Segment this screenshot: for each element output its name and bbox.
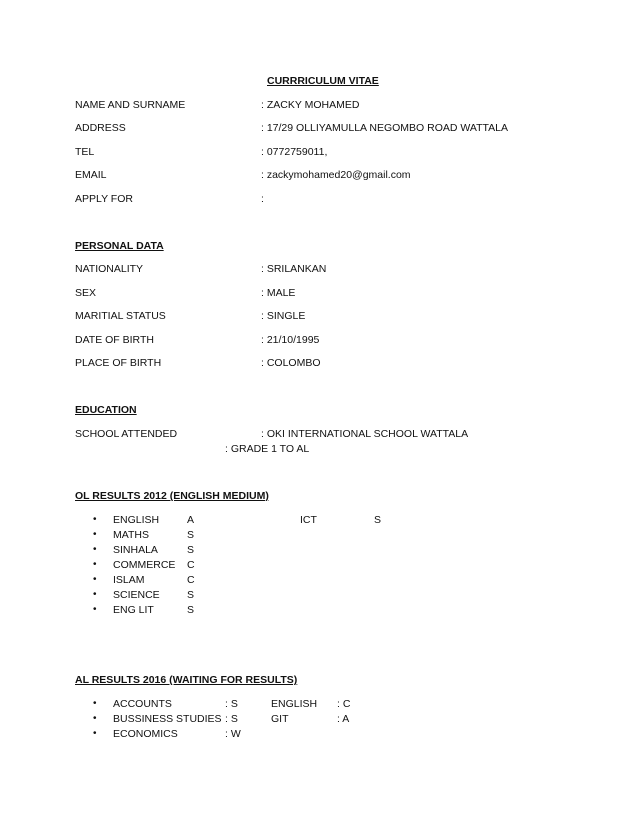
name-label: NAME AND SURNAME	[75, 99, 186, 111]
al-extra-subject: GIT	[271, 713, 289, 725]
school-attended-label: SCHOOL ATTENDED	[75, 428, 178, 440]
dob-label: DATE OF BIRTH	[75, 334, 154, 346]
ol-grade: S	[187, 544, 195, 556]
school-attended-value: : OKI INTERNATIONAL SCHOOL WATTALA	[261, 428, 469, 440]
al-grade: : W	[225, 728, 241, 740]
al-subject: ACCOUNTS	[113, 698, 172, 710]
al-extra-grade: : A	[337, 713, 350, 725]
al-subject: ECONOMICS	[113, 728, 178, 740]
al-extra-grade: : C	[337, 698, 351, 710]
address-value: : 17/29 OLLIYAMULLA NEGOMBO ROAD WATTALA	[261, 122, 509, 134]
bullet-icon: •	[93, 589, 97, 600]
ol-grade: C	[187, 574, 195, 586]
page-title: CURRRICULUM VITAE	[267, 75, 379, 87]
sex-label: SEX	[75, 287, 97, 299]
nationality-value: : SRILANKAN	[261, 263, 327, 275]
ol-subject: MATHS	[113, 529, 149, 541]
al-extra-subject: ENGLISH	[271, 698, 318, 710]
school-grade-range: : GRADE 1 TO AL	[225, 443, 310, 455]
bullet-icon: •	[93, 559, 97, 570]
ol-subject: COMMERCE	[113, 559, 176, 571]
ol-subject: ENG LIT	[113, 604, 154, 616]
address-label: ADDRESS	[75, 122, 126, 134]
al-subject: BUSSINESS STUDIES	[113, 713, 222, 725]
apply-for-value: :	[261, 193, 264, 205]
marital-status-value: : SINGLE	[261, 310, 306, 322]
ol-subject: SCIENCE	[113, 589, 160, 601]
dob-value: : 21/10/1995	[261, 334, 320, 346]
tel-value: : 0772759011,	[261, 146, 328, 158]
ol-subject: ISLAM	[113, 574, 145, 586]
ol-results-heading: OL RESULTS 2012 (ENGLISH MEDIUM)	[75, 490, 269, 502]
bullet-icon: •	[93, 544, 97, 555]
marital-status-label: MARITIAL STATUS	[75, 310, 166, 322]
place-of-birth-value: : COLOMBO	[261, 357, 321, 369]
bullet-icon: •	[93, 514, 97, 525]
ol-extra-subject: ICT	[300, 514, 317, 526]
place-of-birth-label: PLACE OF BIRTH	[75, 357, 162, 369]
ol-grade: C	[187, 559, 195, 571]
ol-subject: SINHALA	[113, 544, 158, 556]
ol-subject: ENGLISH	[113, 514, 160, 526]
ol-grade: A	[187, 514, 195, 526]
bullet-icon: •	[93, 728, 97, 739]
al-grade: : S	[225, 713, 238, 725]
tel-label: TEL	[75, 146, 95, 158]
ol-grade: S	[187, 529, 195, 541]
bullet-icon: •	[93, 529, 97, 540]
email-label: EMAIL	[75, 169, 107, 181]
apply-for-label: APPLY FOR	[75, 193, 133, 205]
al-grade: : S	[225, 698, 238, 710]
ol-grade: S	[187, 604, 195, 616]
education-heading: EDUCATION	[75, 404, 137, 416]
ol-extra-grade: S	[374, 514, 382, 526]
ol-grade: S	[187, 589, 195, 601]
personal-data-heading: PERSONAL DATA	[75, 240, 164, 252]
bullet-icon: •	[93, 574, 97, 585]
sex-value: : MALE	[261, 287, 296, 299]
al-results-heading: AL RESULTS 2016 (WAITING FOR RESULTS)	[75, 674, 298, 686]
email-value: : zackymohamed20@gmail.com	[261, 169, 411, 181]
nationality-label: NATIONALITY	[75, 263, 144, 275]
bullet-icon: •	[93, 698, 97, 709]
name-value: : ZACKY MOHAMED	[261, 99, 360, 111]
bullet-icon: •	[93, 713, 97, 724]
bullet-icon: •	[93, 604, 97, 615]
